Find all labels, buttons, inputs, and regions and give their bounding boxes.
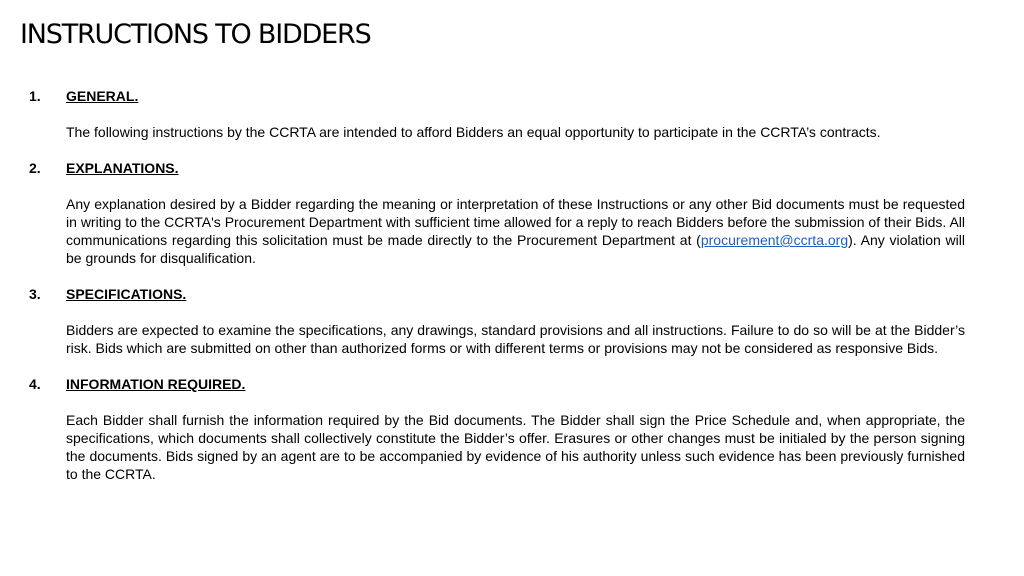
section-specifications [29,285,965,357]
section-header [29,87,965,105]
instructions-list [29,87,965,501]
section-header [29,159,965,177]
procurement-email-link[interactable]: procurement@ccrta.org [700,232,849,248]
section-number: 1. [29,88,41,104]
section-general [29,87,965,141]
section-heading: SPECIFICATIONS. [66,286,187,302]
section-heading: INFORMATION REQUIRED. [66,376,246,392]
section-body [66,195,965,267]
section-explanations [29,159,965,267]
section-number: 2. [29,160,41,176]
section-body: The following instructions by the CCRTA are intended to afford Bidders an equal opportunity to participate in the CCRTA’s contracts. [66,124,881,140]
page-title: INSTRUCTIONS TO BIDDERS [20,19,371,50]
section-body-text: ). Any violation will be grounds for disqualification. [66,232,965,266]
section-header [29,285,965,303]
section-number: 4. [29,376,41,392]
section-heading: GENERAL. [66,88,139,104]
section-body: Bidders are expected to examine the specifications, any drawings, standard provisions and all instructions. Failure to do so will be at the Bidder’s risk. Bids which are submitted on other than authorized forms or with different terms or provisions may not be considered as responsive Bids. [66,322,965,356]
section-number: 3. [29,286,41,302]
section-information-required [29,375,965,483]
section-heading: EXPLANATIONS. [66,160,179,176]
section-body: Each Bidder shall furnish the information required by the Bid documents. The Bidder shall sign the Price Schedule and, when appropriate, the specifications, which documents shall collectively constitute the Bidder’s offer. Erasures or other changes must be initialed by the person signing the documents. Bids signed by an agent are to be accompanied by evidence of his authority unless such evidence has been previously furnished to the CCRTA. [66,412,965,482]
section-body-text: Any explanation desired by a Bidder regarding the meaning or interpretation of these Instructions or any other Bid documents must be requested in writing to the CCRTA's Procurement Department with sufficient time allowed for a reply to reach Bidders before the submission of their Bids. All communications regarding this solicitation must be made directly to the Procurement Department at ( [66,196,965,248]
section-header [29,375,965,393]
